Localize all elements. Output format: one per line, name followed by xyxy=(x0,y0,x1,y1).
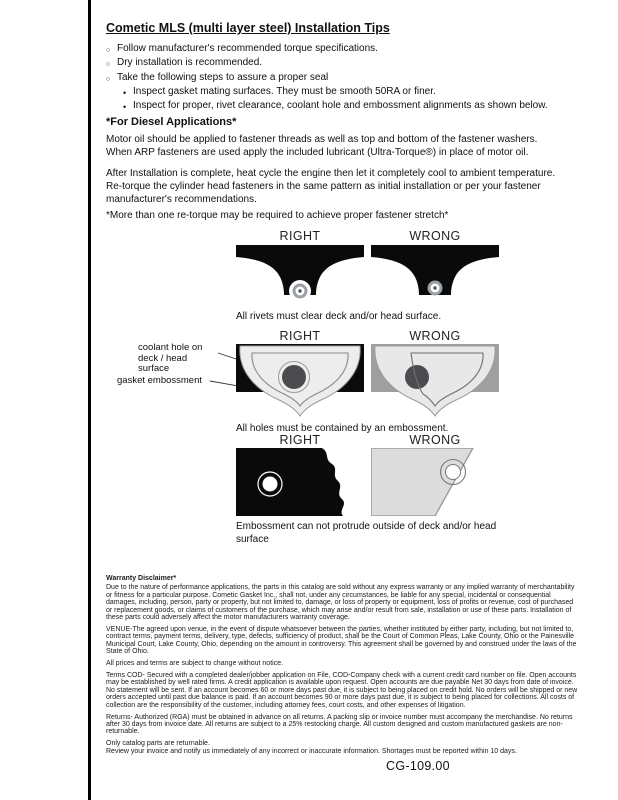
tip-text: Inspect gasket mating surfaces. They must be smooth 50RA or finer. xyxy=(133,86,436,98)
filled-bullet-icon: • xyxy=(123,88,127,99)
rivet-center-dot xyxy=(298,289,301,292)
installation-tips-list xyxy=(106,43,580,113)
rivet-right-diagram xyxy=(236,245,364,303)
deck-edge-shape xyxy=(236,448,344,516)
deck-edge-shape xyxy=(371,448,473,516)
legal-section xyxy=(106,575,580,760)
prices-line: All prices and terms are subject to change without notice. xyxy=(106,660,284,668)
left-border-rule xyxy=(88,0,91,800)
tip-item xyxy=(106,72,580,86)
right-label: RIGHT xyxy=(279,229,321,243)
terms-paragraph: Terms COD- Secured with a completed dealer/jobber application on File, COD-Company check with a current credit card number on file. Open accounts may be established by well rated firms. A credit application is available upon request. Open accounts are due payable Net 30 days from date of invoice. No statement will be sent. If an account becomes 60 or more days past due, it is subject to being placed on credit hold. No orders will be shipped or new orders accepted until past due balance is paid. If an account becomes 90 or more days past due, it is subject to being placed for collections. All costs of collection are the responsibility of the customer, including attorney fees, court costs, and other expenses of litigation. xyxy=(106,671,578,709)
returns-paragraph: Returns- Authorized (RGA) must be obtained in advance on all returns. A packing slip or invoice number must accompany the merchandise. No returns after 30 days from invoice date. All returns are subject to a 25% restocking charge. All custom designed and custom manufactured gaskets are non-returnable. xyxy=(106,713,573,736)
gasket-embossment-annotation: gasket embossment xyxy=(117,375,203,386)
diesel-applications-heading: *For Diesel Applications* xyxy=(106,116,237,128)
tip-text: Dry installation is recommended. xyxy=(117,57,263,69)
coolant-wrong-diagram xyxy=(371,344,499,418)
wrong-label: WRONG xyxy=(409,433,461,447)
hollow-bullet-icon: ○ xyxy=(106,47,111,54)
tip-text: Inspect for proper, rivet clearance, coolant hole and embossment alignments as shown below. xyxy=(133,99,548,111)
tip-item xyxy=(106,43,580,57)
coolant-right-diagram xyxy=(236,344,364,418)
wrong-label: WRONG xyxy=(409,329,461,343)
holes-caption: All holes must be contained by an embossment. xyxy=(236,423,449,434)
rivet-clearance-wrong-figure xyxy=(371,245,499,303)
right-label: RIGHT xyxy=(279,329,321,343)
hole-icon xyxy=(446,465,461,480)
venue-paragraph: VENUE-The agreed upon venue, in the event of dispute whatsoever between the parties, whether instituted by either party, including, but not limited to, contract terms, payment terms, delivery, type, defects, sufficiency of product, shall be the Court of Common Pleas, Lake County, Ohio or the Painesville Municipal Court, Lake County, Ohio, depending on the amount in controversy. This agreement shall be governed by and construed under the laws of the State of Ohio. xyxy=(106,625,577,656)
page-title: Cometic MLS (multi layer steel) Installation Tips xyxy=(106,21,390,35)
wrong-label: WRONG xyxy=(409,229,461,243)
hole-icon xyxy=(263,477,278,492)
coolant-hole-icon xyxy=(405,365,429,389)
rivet-caption: All rivets must clear deck and/or head surface. xyxy=(236,311,442,322)
embossment-right-diagram xyxy=(236,448,364,516)
tip-sub-item xyxy=(123,86,580,99)
coolant-hole-annotation: coolant hole on deck / head surface xyxy=(138,342,203,374)
embossment-right-figure xyxy=(236,448,364,516)
coolant-hole-right-figure xyxy=(236,344,364,418)
embossment-wrong-diagram xyxy=(371,448,499,516)
tip-text: Take the following steps to assure a proper seal xyxy=(117,71,329,83)
coolant-hole-icon xyxy=(282,365,306,389)
embossment-wrong-figure xyxy=(371,448,499,516)
hollow-bullet-icon: ○ xyxy=(106,75,111,83)
embossment-caption: Embossment can not protrude outside of deck and/or head surface xyxy=(236,521,497,545)
rivet-clearance-right-figure xyxy=(236,245,364,303)
page-number: CG-109.00 xyxy=(386,759,450,773)
diesel-paragraph-2: After Installation is complete, heat cycle the engine then let it completely cool to ambient temperature. Re-torque the cylinder head fasteners in the same pattern as initial installation or per your fastener manufacturer's recommendations. xyxy=(106,168,556,205)
hollow-bullet-icon: ○ xyxy=(106,61,111,69)
tip-text: Follow manufacturer's recommended torque specifications. xyxy=(117,43,378,54)
rivet-wrong-diagram xyxy=(371,245,499,303)
coolant-hole-wrong-figure xyxy=(371,344,499,418)
catalog-note: Only catalog parts are returnable. xyxy=(106,740,210,748)
retorque-note: *More than one re-torque may be required to achieve proper fastener stretch* xyxy=(106,210,449,221)
rivet-center-dot xyxy=(433,286,436,289)
diesel-paragraph-1: Motor oil should be applied to fastener threads as well as top and bottom of the fastener washers. When ARP fasteners are used apply the included lubricant (Ultra-Torque®) in place of motor oil. xyxy=(106,134,538,158)
filled-bullet-icon: • xyxy=(123,101,127,112)
tip-sub-item xyxy=(123,100,580,113)
right-label: RIGHT xyxy=(279,433,321,447)
tip-item xyxy=(106,57,580,71)
warranty-heading: Warranty Disclaimer* xyxy=(106,575,177,582)
review-note: Review your invoice and notify us immediately of any incorrect or inaccurate information. Shortages must be reported within 10 days. xyxy=(106,747,517,755)
warranty-paragraph: Due to the nature of performance applications, the parts in this catalog are sold without any express warranty or any implied warranty of merchantability or fitness for a particular purpose. Cometic Gasket Inc., shall not, under any circumstances, be liable for any special, incidental or consequential damages, including, person, party or property, but not limited to, damage, or loss of property or equipment, loss of profits or revenue, cost of purchased or replacement goods, or claims of customers of the purchase, which may arise and/or result from sale, installation or use of these parts. Installation of these parts could adversely affect the motor manufacturers warranty coverage. xyxy=(106,584,575,622)
